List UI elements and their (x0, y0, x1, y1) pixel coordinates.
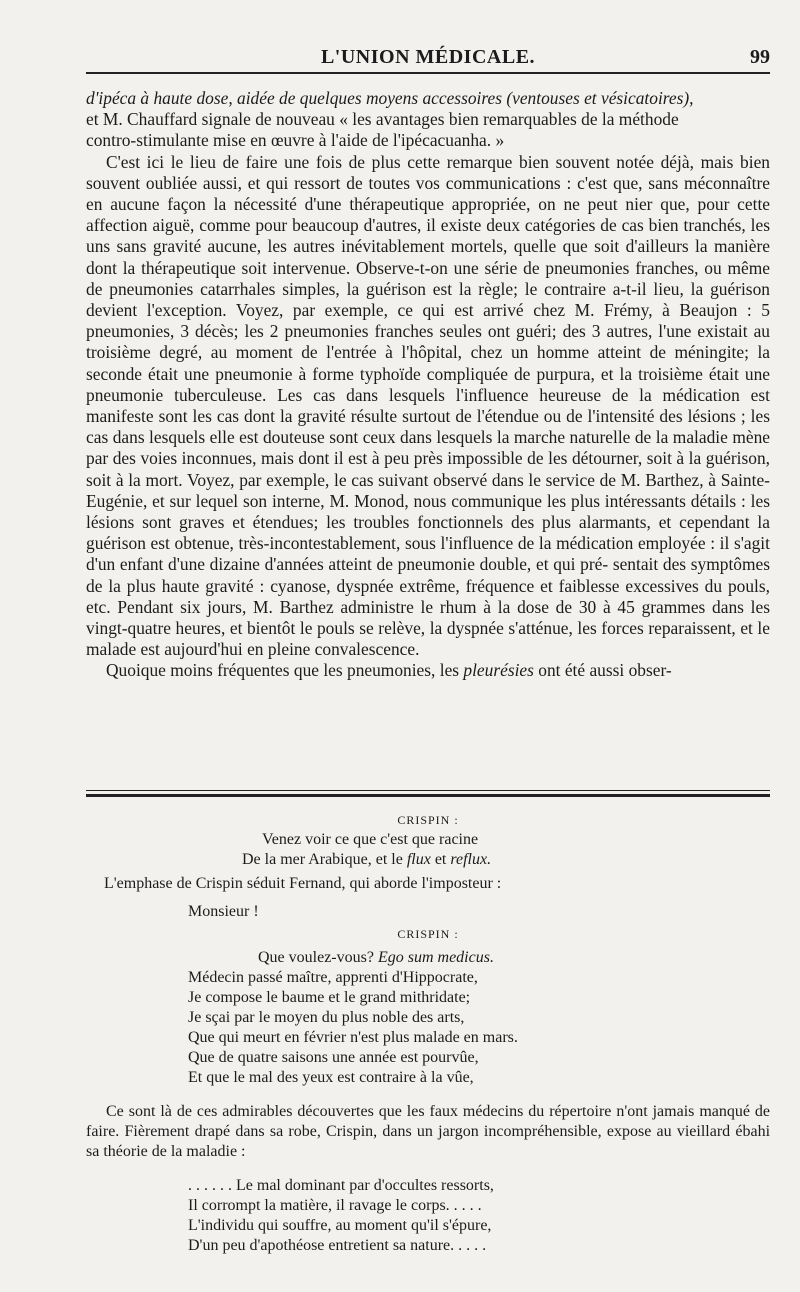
paragraph-3 (86, 660, 770, 681)
speaker-label: CRISPIN : (397, 927, 459, 941)
line: existe deux catégories de cas bien tranchés, les uns sans gravité aucune, les autres (86, 215, 770, 257)
text-run: ont été aussi obser- (533, 660, 672, 681)
text-run: Que voulez-vous? (258, 949, 378, 966)
page-number: 99 (750, 46, 770, 68)
line: en pleine convalescence. (247, 639, 420, 660)
line: typhoïde compliquée de purpura, et la troisième était une pneumonie tuberculeuse. (86, 363, 770, 405)
line: Les cas dans lesquels l'influence heureuse de la médication est manifeste sont les (86, 384, 770, 427)
verse-line (86, 850, 770, 870)
line: s'agit d'un enfant d'une dizaine d'années atteint de pneumonie double, et qui pré- (86, 533, 770, 575)
paragraph-1 (86, 88, 770, 152)
line: est obtenue, très-incontestablement, sous l'influence de la médication employée : il (150, 533, 730, 554)
main-text (86, 88, 770, 682)
text-run: De la mer Arabique, et le (242, 851, 407, 868)
italic-term: pleurésies (463, 660, 534, 681)
feuilleton-divider (86, 790, 770, 797)
verse-line: D'un peu d'apothéose entretient sa nature. . . . . (188, 1237, 487, 1254)
line: mais bien souvent oubliée aussi, et qui ressort de toutes vos communications : c'est (86, 151, 770, 193)
journal-title: L'UNION MÉDICALE. (320, 46, 536, 68)
verse-line: Et que le mal des yeux est contraire à la vûe, (188, 1069, 474, 1086)
line: d'ipéca à haute dose, aidée de quelques moyens accessoires (ventouses et vésicatoires), (86, 88, 694, 108)
line: maladie mène par des voies inconnues, mais dont il est à peu près impossible de les (86, 427, 770, 469)
line: contro-stimulante mise en œuvre à l'aide de l'ipécacuanha. » (86, 130, 505, 151)
verse-line: . . . . . . Le mal dominant par d'occultes ressorts, (188, 1177, 494, 1194)
line: C'est ici le lieu de faire une fois de plus cette remarque bien souvent notée déjà, (106, 151, 694, 172)
line: détourner, soit à la guérison, soit à la mort. Voyez, par exemple, le cas suivant (86, 448, 770, 490)
line: et M. Chauffard signale de nouveau « les avantages bien remarquables de la méthode (86, 109, 679, 130)
line: M. Monod, nous communique les plus intéressants détails : les lésions sont graves (86, 490, 770, 533)
line: manqué de faire. Fièrement drapé dans sa robe, Crispin, dans un jargon incompréhensible, (86, 1103, 771, 1140)
verse-line: Monsieur ! (188, 903, 259, 920)
italic-term: flux (406, 851, 431, 868)
verse-line: Je sçai par le moyen du plus noble des arts, (188, 1009, 465, 1026)
verse-line: Je compose le baume et le grand mithridate; (188, 989, 471, 1006)
line: inévitablement mortels, quelle que soit d'ailleurs la manière dont la thérapeutique (86, 236, 770, 278)
verse-line: Venez voir ce que c'est que racine (262, 831, 479, 848)
line: expose au vieillard ébahi sa théorie de la maladie : (86, 1123, 771, 1160)
paragraph-2 (86, 152, 770, 661)
line: se relève, la dyspnée s'atténue, les forces reparaissent, et le malade est aujourd'hui (86, 618, 770, 660)
feuilleton (86, 810, 770, 1256)
line: soit intervenue. Observe-t-on une série de pneumonies franches, ou même de (86, 257, 770, 299)
verse-line (86, 948, 770, 968)
text-run: et (430, 851, 451, 868)
line: chez un homme atteint de méningite; la seconde était une pneumonie à forme (86, 342, 770, 384)
running-header (86, 46, 770, 74)
verse-line: Que qui meurt en février n'est plus malade en mars. (188, 1029, 518, 1046)
line: observé dans le service de M. Barthez, à Sainte-Eugénie, et sur lequel son interne, (86, 469, 770, 511)
verse-line: Que de quatre saisons une année est pourvûe, (188, 1049, 479, 1066)
line: pneumonies catarrhales simples, la guérison est la règle; le contraire a-t-il lieu, la (109, 278, 704, 299)
line: on ne peut nier que, pour cette affection aiguë, comme pour beaucoup d'autres, il (86, 194, 771, 236)
verse-line: Il corrompt la matière, il ravage le corps. . . . . (188, 1197, 482, 1214)
line: sentait des symptômes de la plus haute gravité : cyanose, dyspnée extrême, fréquence (86, 554, 770, 596)
prose-paragraph (86, 1102, 770, 1162)
speaker-label: CRISPIN : (397, 813, 459, 827)
line: et étendues; les troubles fonctionnels des plus alarmants, et cependant la guérison (86, 512, 770, 554)
line: cas dont la gravité résulte surtout de l'étendue ou de l'intensité des lésions ; les cas (86, 406, 770, 448)
line: des 3 autres, l'une existait au troisième degré, au moment de l'entrée à l'hôpital, (86, 321, 770, 363)
line: et faiblesse excessives du pouls, etc. Pendant six jours, M. Barthez administre le (86, 575, 770, 617)
verse-line: Médecin passé maître, apprenti d'Hippocrate, (188, 969, 478, 986)
italic-term: reflux. (450, 851, 492, 868)
line: dans lesquels elle est douteuse sont ceux dans lesquels la marche naturelle de la (112, 427, 669, 448)
line: Ce sont là de ces admirables découvertes que les faux médecins du répertoire n'ont jamais (106, 1103, 695, 1120)
line: que, sans méconnaître en aucune façon la nécessité d'une thérapeutique appropriée, (86, 172, 770, 215)
line: à Beaujon : 5 pneumonies, 3 décès; les 2 pneumonies franches seules ont guéri; (86, 300, 771, 342)
verse-line: L'individu qui souffre, au moment qu'il s'épure, (188, 1217, 492, 1234)
text-run: Quoique moins fréquentes que les pneumonies, les (106, 660, 464, 681)
line: guérison devient l'exception. Voyez, par exemple, ce qui est arrivé chez M. Frémy, (86, 278, 770, 321)
prose-line: L'emphase de Crispin séduit Fernand, qui aborde l'imposteur : (104, 875, 502, 892)
line: rhum à la dose de 30 à 45 grammes dans les vingt-quatre heures, et bientôt le pouls (86, 596, 770, 639)
italic-term: Ego sum medicus. (377, 949, 494, 966)
